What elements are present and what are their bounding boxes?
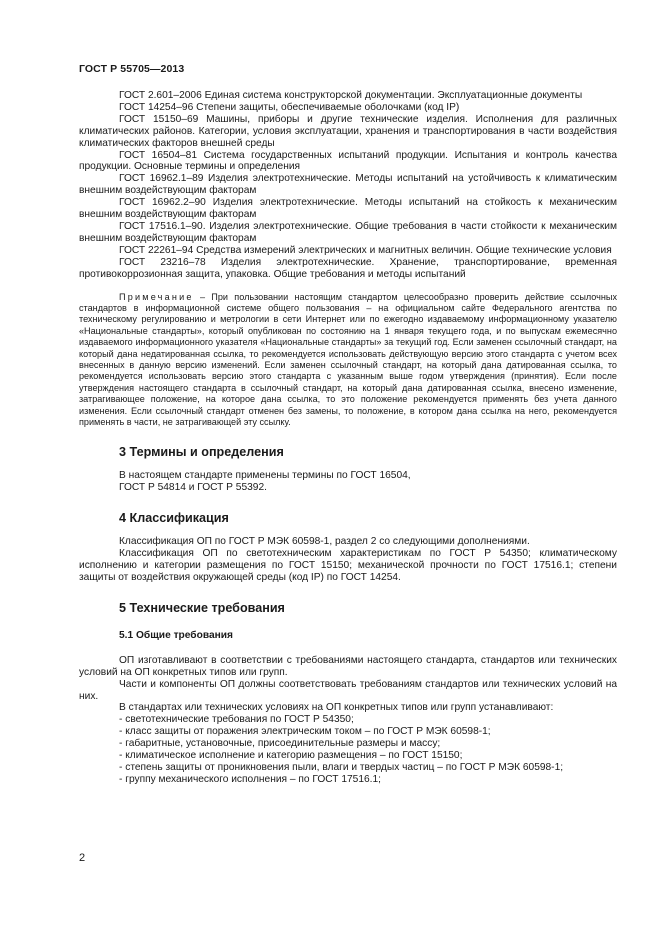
section-4-body [79, 536, 617, 584]
section-5 [79, 601, 617, 786]
page-content [79, 90, 617, 786]
page-number: 2 [79, 852, 86, 864]
note-label: Примечание [119, 291, 194, 302]
section-5-paragraph: ОП изготавливают в соответствии с требованиями настоящего стандарта, стандартов или технических условий на ОП конкретных типов или групп. [79, 654, 617, 678]
reference-item: ГОСТ 15150–69 Машины, приборы и другие технические изделия. Исполнения для различных климатических районов. Категории, условия эксплуатации, хранения и транспортирования в части воздействия климатических факторов внешней среды [79, 113, 617, 149]
subsection-5-1 [79, 630, 617, 786]
section-4-title: 4 Классификация [119, 511, 229, 526]
normative-references-list [79, 90, 617, 281]
requirements-list [79, 714, 617, 785]
reference-item: ГОСТ 16504–81 Система государственных испытаний продукции. Испытания и контроль качества продукции. Основные термины и определения [79, 149, 617, 173]
note-text: – При пользовании настоящим стандартом целесообразно проверить действие ссылочных стандартов в информационной системе общего пользования – на официальном сайте Федерального агентства по техническому регулированию и метрологии в сети Интернет или по ежегодно издаваемому информационному указателю «Национальные стандарты», который опубликован по состоянию на 1 января текущего года, и по выпускам ежемесячно издаваемого информационного указателя «Национальные стандарты» за текущий год. Если заменен ссылочный стандарт, на который дана недатированная ссылка, то рекомендуется использовать действующую версию этого стандарта с учетом всех внесенных в данную версию изменений. Если заменен ссылочный стандарт, на который дана датированная ссылка, то рекомендуется использовать версию этого стандарта с указанным выше годом утверждения (принятия). Если после утверждения настоящего стандарта в ссылочный стандарт, на который дана датированная ссылка, внесено изменение, затрагивающее положение, на которое дана ссылка, то это положение рекомендуется применять без учета данного изменения. Если ссылочный стандарт отменен без замены, то положение, в котором дана ссылка на него, рекомендуется применять в части, не затрагивающей эту ссылку. [79, 291, 617, 427]
list-item: - степень защиты от проникновения пыли, влаги и твердых частиц – по ГОСТ Р МЭК 60598-1; [119, 761, 564, 773]
reference-item: ГОСТ 16962.2–90 Изделия электротехнические. Методы испытаний на стойкость к механическим внешним воздействующим факторам [79, 197, 617, 221]
reference-item: ГОСТ 22261–94 Средства измерений электрических и магнитных величин. Общие технические условия [119, 244, 612, 256]
section-5-title: 5 Технические требования [119, 600, 285, 615]
section-4-paragraph: Классификация ОП по ГОСТ Р МЭК 60598-1, раздел 2 со следующими дополнениями. [119, 536, 530, 548]
note-block [79, 292, 617, 429]
section-3-title: 3 Термины и определения [119, 445, 284, 460]
list-item: - климатическое исполнение и категорию размещения – по ГОСТ 15150; [119, 750, 463, 762]
subsection-5-1-title: 5.1 Общие требования [119, 629, 233, 641]
reference-item: ГОСТ 14254–96 Степени защиты, обеспечиваемые оболочками (код IP) [119, 101, 460, 113]
list-item: - группу механического исполнения – по ГОСТ 17516.1; [119, 773, 381, 785]
list-item: - светотехнические требования по ГОСТ Р 54350; [119, 714, 354, 726]
reference-item: ГОСТ 17516.1–90. Изделия электротехнические. Общие требования в части стойкости к механическим внешним воздействующим факторам [79, 220, 617, 244]
note-paragraph [79, 292, 617, 429]
section-3-line: В настоящем стандарте применены термины по ГОСТ 16504, [119, 470, 411, 482]
section-3-body [79, 470, 617, 494]
list-item: - габаритные, установочные, присоединительные размеры и массу; [119, 738, 441, 750]
section-3 [79, 445, 617, 494]
reference-item: ГОСТ 23216–78 Изделия электротехнические. Хранение, транспортирование, временная противокоррозионная защита, упаковка. Общие требования и методы испытаний [79, 256, 617, 280]
section-3-line: ГОСТ Р 54814 и ГОСТ Р 55392. [119, 482, 267, 494]
section-4 [79, 511, 617, 584]
document-header: ГОСТ Р 55705—2013 [79, 63, 185, 75]
section-4-paragraph: Классификация ОП по светотехническим характеристикам по ГОСТ Р 54350; климатическому исполнению и категории размещения по ГОСТ 15150; механической прочности по ГОСТ 17516.1; степени защиты от воздействия окружающей среды (код IP) по ГОСТ 14254. [79, 548, 617, 583]
section-5-paragraph: Части и компоненты ОП должны соответствовать требованиям стандартов или технических условий на них. [79, 678, 617, 702]
list-item: - класс защиты от поражения электрическим током – по ГОСТ Р МЭК 60598-1; [119, 726, 491, 738]
reference-item: ГОСТ 16962.1–89 Изделия электротехнические. Методы испытаний на устойчивость к климатическим внешним воздействующим факторам [79, 173, 617, 197]
section-5-paragraph: В стандартах или технических условиях на ОП конкретных типов или групп устанавливают: [119, 702, 554, 714]
reference-item: ГОСТ 2.601–2006 Единая система конструкторской документации. Эксплуатационные документы [119, 90, 583, 101]
subsection-5-1-body [79, 655, 617, 786]
